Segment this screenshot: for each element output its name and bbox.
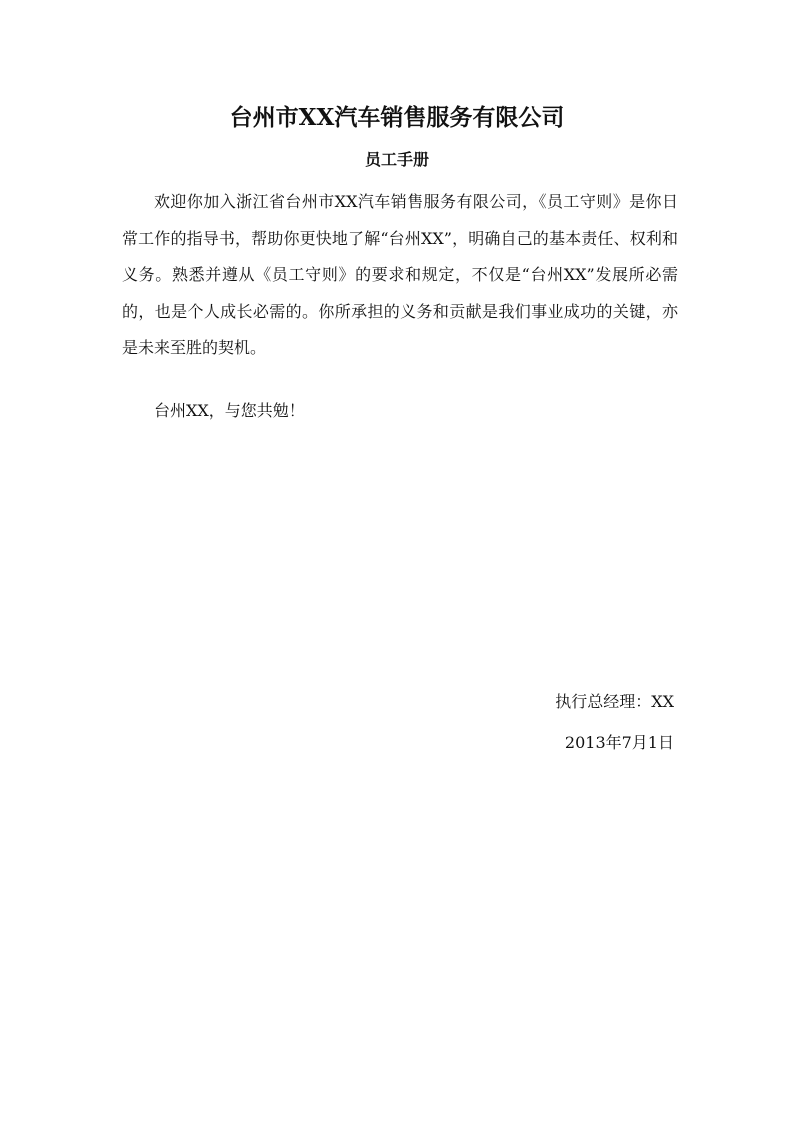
date-line: 2013年7月1日 bbox=[564, 733, 674, 752]
welcome-paragraph-block bbox=[122, 184, 678, 367]
document-subtitle: 员工手册 bbox=[364, 150, 429, 169]
document-title: 台州市XX汽车销售服务有限公司 bbox=[229, 104, 565, 131]
closing-line: 台州XX，与您共勉！ bbox=[154, 401, 305, 420]
welcome-paragraph: 欢迎你加入浙江省台州市XX汽车销售服务有限公司，《员工守则》是你日常工作的指导书，帮助你更快地了解“台州XX”，明确自己的基本责任、权利和义务。熟悉并遵从《员工守则》的要求和规定，不仅是“台州XX”发展所必需的，也是个人成长必需的。你所承担的义务和贡献是我们事业成功的关键，亦是未来至胜的契机。 bbox=[122, 192, 678, 357]
signature-line: 执行总经理：XX bbox=[555, 692, 674, 711]
